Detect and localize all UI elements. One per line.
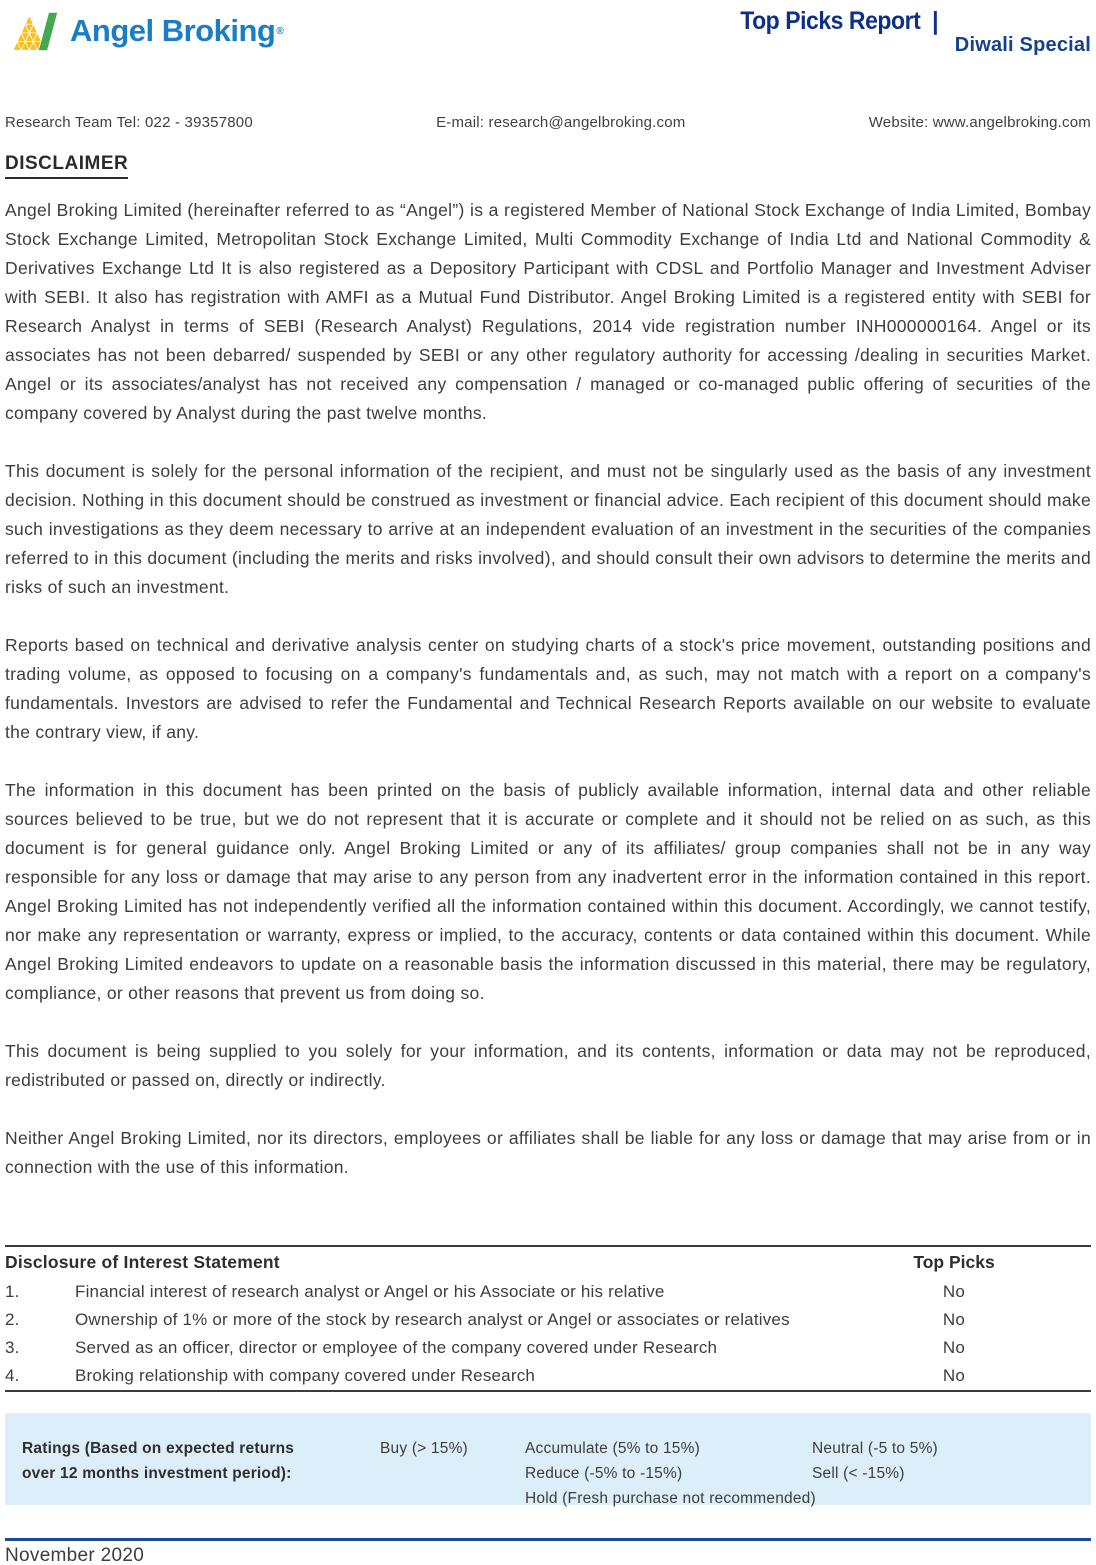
disclosure-of-interest-table xyxy=(5,1245,1091,1392)
footer-divider xyxy=(5,1538,1091,1541)
report-title: Top Picks Report | xyxy=(740,7,938,35)
table-row xyxy=(5,1306,1091,1334)
ratings-label-line2: over 12 months investment period): xyxy=(22,1465,292,1482)
row-value: No xyxy=(942,1282,966,1301)
disclaimer-body xyxy=(5,196,1091,1236)
disclaimer-paragraph: Angel Broking Limited (hereinafter referred to as “Angel”) is a registered Member of National Stock Exchange of India Limited, Bombay Stock Exchange Limited, Metropolitan Stock Exchange Limited, Multi Commodity Exchange of India Ltd and National Commodity & Derivatives Exchange Ltd It is also registered as a Depository Participant with CDSL and Portfolio Manager and Investment Adviser with SEBI. It also has registration with AMFI as a Mutual Fund Distributor. Angel Broking Limited is a registered entity with SEBI for Research Analyst in terms of SEBI (Research Analyst) Regulations, 2014 vide registration number INH000000164. Angel or its associates has not been debarred/ suspended by SEBI or any other regulatory authority for accessing /dealing in securities Market. Angel or its associates/analyst has not received any compensation / managed or co-managed public offering of securities of the company covered by Analyst during the past twelve months. xyxy=(5,200,1091,423)
research-team-tel: Research Team Tel: 022 - 39357800 xyxy=(5,114,253,131)
disclaimer-paragraph: The information in this document has been printed on the basis of publicly available information, internal data and other reliable sources believed to be true, but we do not represent that it is accurate or complete and it should not be relied on as such, as this document is for general guidance only. Angel Broking Limited or any of its affiliates/ group companies shall not be in any way responsible for any loss or damage that may arise to any person from any inadvertent error in the information contained in this report. Angel Broking Limited has not independently verified all the information contained within this document. Accordingly, we cannot testify, nor make any representation or warranty, express or implied, to the accuracy, contents or data contained within this document. While Angel Broking Limited endeavors to update on a reasonable basis the information discussed in this material, there may be regulatory, compliance, or other reasons that prevent us from doing so. xyxy=(5,780,1091,1003)
rating-hold: Hold (Fresh purchase not recommended) xyxy=(525,1490,816,1507)
table-row xyxy=(5,1278,1091,1306)
research-email: E-mail: research@angelbroking.com xyxy=(436,114,686,131)
ratings-right-column xyxy=(812,1436,938,1486)
rating-reduce: Reduce (-5% to -15%) xyxy=(525,1465,683,1482)
row-text: Financial interest of research analyst or Angel or his Associate or his relative xyxy=(75,1282,665,1301)
row-text: Broking relationship with company covered under Research xyxy=(75,1366,536,1385)
report-date: November 2020 xyxy=(5,1545,145,1565)
angel-broking-logo xyxy=(12,8,284,54)
logo-pyramid-icon xyxy=(12,8,62,54)
row-number: 3. xyxy=(5,1338,20,1357)
ratings-legend-box xyxy=(5,1413,1091,1505)
disclaimer-paragraph: Reports based on technical and derivative analysis center on studying charts of a stock's price movement, outstanding positions and trading volume, as opposed to focusing on a company's fundamentals and, as such, may not match with a report on a company's fundamentals. Investors are advised to refer the Fundamental and Technical Research Reports available on our website to evaluate the contrary view, if any. xyxy=(5,635,1091,742)
disclaimer-paragraph: Neither Angel Broking Limited, nor its directors, employees or affiliates shall be liable for any loss or damage that may arise from or in connection with the use of this information. xyxy=(5,1128,1091,1177)
disclosure-table-title: Disclosure of Interest Statement xyxy=(5,1252,280,1272)
disclosure-table-header xyxy=(5,1247,1091,1278)
rating-buy: Buy (> 15%) xyxy=(380,1440,468,1457)
report-subtitle: Diwali Special xyxy=(954,34,1091,56)
contact-row xyxy=(5,114,1091,131)
website-url: Website: www.angelbroking.com xyxy=(868,114,1091,131)
row-number: 4. xyxy=(5,1366,20,1385)
disclaimer-paragraph: This document is being supplied to you solely for your information, and its contents, information or data may not be reproduced, redistributed or passed on, directly or indirectly. xyxy=(5,1041,1091,1090)
row-text: Ownership of 1% or more of the stock by research analyst or Angel or associates or relatives xyxy=(75,1310,790,1329)
disclosure-value-column-header: Top Picks xyxy=(913,1252,995,1272)
row-text: Served as an officer, director or employee of the company covered under Research xyxy=(75,1338,718,1357)
row-value: No xyxy=(942,1310,966,1329)
rating-accumulate: Accumulate (5% to 15%) xyxy=(525,1440,700,1457)
logo-wordmark: Angel Broking xyxy=(70,13,276,48)
row-number: 2. xyxy=(5,1310,20,1329)
row-number: 1. xyxy=(5,1282,20,1301)
ratings-label-line1: Ratings (Based on expected returns xyxy=(22,1440,295,1457)
row-value: No xyxy=(942,1338,966,1357)
table-row xyxy=(5,1362,1091,1390)
rating-sell: Sell (< -15%) xyxy=(812,1465,905,1482)
ratings-label xyxy=(22,1436,294,1486)
disclaimer-paragraph: This document is solely for the personal information of the recipient, and must not be singularly used as the basis of any investment decision. Nothing in this document should be construed as investment or financial advice. Each recipient of this document should make such investigations as they deem necessary to arrive at an independent evaluation of an investment in the securities of the companies referred to in this document (including the merits and risks involved), and should consult their own advisors to determine the merits and risks of such an investment. xyxy=(5,461,1091,597)
registered-trademark-symbol: ® xyxy=(276,25,284,37)
rating-neutral: Neutral (-5 to 5%) xyxy=(812,1440,938,1457)
table-row xyxy=(5,1334,1091,1362)
disclaimer-heading: DISCLAIMER xyxy=(5,153,128,179)
ratings-middle-column xyxy=(525,1436,816,1511)
row-value: No xyxy=(942,1366,966,1385)
